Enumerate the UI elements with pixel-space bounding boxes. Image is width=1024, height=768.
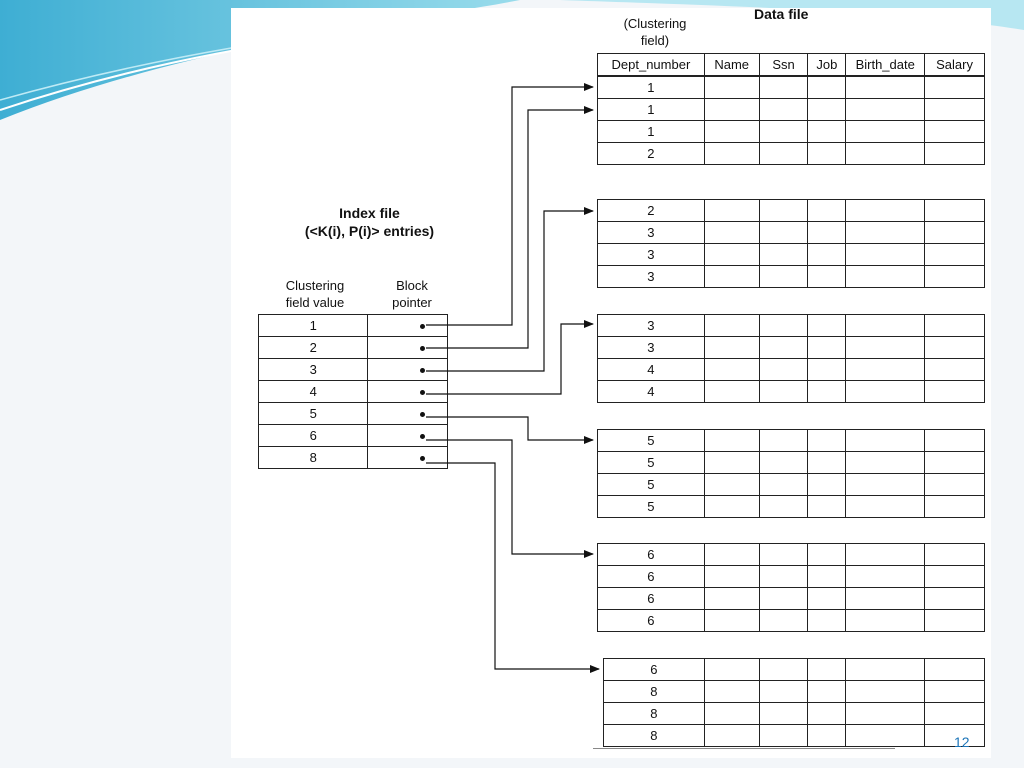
column-header-ssn: Ssn — [759, 54, 808, 76]
index-row — [259, 337, 448, 359]
block-pointer-cell[interactable] — [368, 425, 448, 447]
pointer-dot — [420, 456, 425, 461]
empty-field-cell — [808, 659, 846, 681]
empty-field-cell — [704, 452, 759, 474]
data-record-row — [598, 121, 985, 143]
empty-field-cell — [808, 566, 846, 588]
empty-field-cell — [846, 222, 925, 244]
empty-field-cell — [846, 200, 925, 222]
data-block — [597, 76, 985, 165]
empty-field-cell — [759, 121, 808, 143]
index-ptr-header — [372, 277, 452, 311]
data-record-row — [598, 77, 985, 99]
empty-field-cell — [759, 703, 808, 725]
index-file-subtitle: (<K(i), P(i)> entries) — [304, 223, 435, 239]
data-block — [597, 199, 985, 288]
empty-field-cell — [846, 452, 925, 474]
empty-field-cell — [759, 337, 808, 359]
column-header-job: Job — [808, 54, 846, 76]
data-record-row — [598, 315, 985, 337]
block-pointer-cell[interactable] — [368, 381, 448, 403]
empty-field-cell — [759, 544, 808, 566]
column-header-salary: Salary — [925, 54, 985, 76]
empty-field-cell — [759, 588, 808, 610]
index-row — [259, 359, 448, 381]
data-record-row — [598, 244, 985, 266]
empty-field-cell — [704, 222, 759, 244]
empty-field-cell — [925, 359, 985, 381]
dept-number-cell: 8 — [604, 725, 705, 747]
empty-field-cell — [925, 474, 985, 496]
dept-number-cell: 5 — [598, 452, 705, 474]
dept-number-cell: 6 — [598, 544, 705, 566]
index-file-title-text: Index file — [339, 205, 400, 221]
pointer-dot — [420, 390, 425, 395]
empty-field-cell — [846, 381, 925, 403]
empty-field-cell — [846, 496, 925, 518]
empty-field-cell — [704, 200, 759, 222]
empty-field-cell — [759, 474, 808, 496]
data-record-row — [598, 266, 985, 288]
empty-field-cell — [808, 496, 846, 518]
dept-number-cell: 8 — [604, 703, 705, 725]
empty-field-cell — [846, 474, 925, 496]
dept-number-cell: 4 — [598, 359, 705, 381]
empty-field-cell — [846, 725, 925, 747]
data-file-header — [597, 53, 985, 76]
empty-field-cell — [925, 452, 985, 474]
data-block — [603, 658, 985, 747]
empty-field-cell — [925, 143, 985, 165]
empty-field-cell — [808, 222, 846, 244]
empty-field-cell — [925, 566, 985, 588]
pointer-dot — [420, 324, 425, 329]
empty-field-cell — [925, 99, 985, 121]
dept-number-cell: 2 — [598, 200, 705, 222]
empty-field-cell — [704, 381, 759, 403]
pointer-dot — [420, 412, 425, 417]
empty-field-cell — [759, 266, 808, 288]
clustering-note-line-1: (Clustering — [623, 16, 687, 31]
empty-field-cell — [704, 659, 759, 681]
empty-field-cell — [704, 99, 759, 121]
index-key-cell: 4 — [259, 381, 368, 403]
empty-field-cell — [704, 143, 759, 165]
empty-field-cell — [846, 337, 925, 359]
clustering-note-line-2: field) — [640, 33, 670, 48]
data-block — [597, 543, 985, 632]
data-record-row — [604, 659, 985, 681]
data-record-row — [598, 430, 985, 452]
empty-field-cell — [846, 659, 925, 681]
index-ptr-header-line-1: Block — [396, 278, 428, 293]
empty-field-cell — [808, 452, 846, 474]
empty-field-cell — [808, 381, 846, 403]
slide-number: 12 — [954, 734, 970, 750]
empty-field-cell — [759, 566, 808, 588]
dept-number-cell: 8 — [604, 681, 705, 703]
dept-number-cell: 4 — [598, 381, 705, 403]
empty-field-cell — [759, 430, 808, 452]
empty-field-cell — [925, 266, 985, 288]
index-key-header-line-1: Clustering — [285, 278, 345, 293]
index-table — [258, 314, 448, 469]
empty-field-cell — [759, 681, 808, 703]
column-header-name: Name — [704, 54, 759, 76]
dept-number-cell: 3 — [598, 266, 705, 288]
empty-field-cell — [846, 266, 925, 288]
empty-field-cell — [925, 496, 985, 518]
data-file-title: Data file — [754, 6, 809, 22]
empty-field-cell — [704, 681, 759, 703]
empty-field-cell — [808, 703, 846, 725]
data-record-row — [598, 566, 985, 588]
index-key-cell: 3 — [259, 359, 368, 381]
empty-field-cell — [925, 315, 985, 337]
empty-field-cell — [808, 430, 846, 452]
column-header-birth-date: Birth_date — [846, 54, 925, 76]
empty-field-cell — [759, 244, 808, 266]
data-record-row — [598, 99, 985, 121]
dept-number-cell: 1 — [598, 77, 705, 99]
empty-field-cell — [925, 222, 985, 244]
empty-field-cell — [925, 337, 985, 359]
empty-field-cell — [925, 610, 985, 632]
empty-field-cell — [759, 77, 808, 99]
block-pointer-cell[interactable] — [368, 403, 448, 425]
empty-field-cell — [808, 474, 846, 496]
data-record-row — [598, 496, 985, 518]
index-file-title — [262, 204, 477, 240]
index-ptr-header-line-2: pointer — [392, 295, 432, 310]
empty-field-cell — [704, 496, 759, 518]
empty-field-cell — [808, 610, 846, 632]
empty-field-cell — [759, 200, 808, 222]
index-key-header — [262, 277, 368, 311]
data-header-row — [598, 54, 985, 76]
pointer-dot — [420, 434, 425, 439]
empty-field-cell — [759, 452, 808, 474]
empty-field-cell — [808, 121, 846, 143]
index-row — [259, 315, 448, 337]
index-row — [259, 425, 448, 447]
empty-field-cell — [846, 143, 925, 165]
data-record-row — [598, 337, 985, 359]
empty-field-cell — [759, 315, 808, 337]
empty-field-cell — [808, 99, 846, 121]
empty-field-cell — [846, 681, 925, 703]
dept-number-cell: 6 — [604, 659, 705, 681]
index-key-cell: 5 — [259, 403, 368, 425]
empty-field-cell — [808, 725, 846, 747]
empty-field-cell — [704, 359, 759, 381]
empty-field-cell — [808, 244, 846, 266]
empty-field-cell — [846, 566, 925, 588]
empty-field-cell — [925, 381, 985, 403]
data-record-row — [598, 610, 985, 632]
empty-field-cell — [808, 337, 846, 359]
empty-field-cell — [704, 544, 759, 566]
empty-field-cell — [808, 359, 846, 381]
cropped-block-edge — [593, 748, 895, 757]
index-key-cell: 2 — [259, 337, 368, 359]
data-record-row — [598, 544, 985, 566]
dept-number-cell: 5 — [598, 474, 705, 496]
dept-number-cell: 6 — [598, 588, 705, 610]
empty-field-cell — [704, 610, 759, 632]
data-record-row — [598, 143, 985, 165]
empty-field-cell — [704, 244, 759, 266]
empty-field-cell — [925, 121, 985, 143]
index-key-cell: 8 — [259, 447, 368, 469]
dept-number-cell: 3 — [598, 244, 705, 266]
empty-field-cell — [808, 77, 846, 99]
empty-field-cell — [704, 725, 759, 747]
empty-field-cell — [846, 588, 925, 610]
empty-field-cell — [704, 337, 759, 359]
empty-field-cell — [925, 588, 985, 610]
dept-number-cell: 6 — [598, 610, 705, 632]
dept-number-cell: 3 — [598, 337, 705, 359]
empty-field-cell — [925, 430, 985, 452]
empty-field-cell — [808, 143, 846, 165]
empty-field-cell — [704, 588, 759, 610]
empty-field-cell — [704, 474, 759, 496]
empty-field-cell — [925, 77, 985, 99]
empty-field-cell — [759, 725, 808, 747]
pointer-dot — [420, 368, 425, 373]
empty-field-cell — [846, 610, 925, 632]
empty-field-cell — [759, 222, 808, 244]
empty-field-cell — [759, 359, 808, 381]
column-header-dept-number: Dept_number — [598, 54, 705, 76]
block-pointer-cell[interactable] — [368, 315, 448, 337]
empty-field-cell — [704, 77, 759, 99]
empty-field-cell — [704, 430, 759, 452]
data-record-row — [598, 200, 985, 222]
data-record-row — [598, 222, 985, 244]
empty-field-cell — [704, 266, 759, 288]
empty-field-cell — [808, 266, 846, 288]
empty-field-cell — [846, 77, 925, 99]
block-pointer-cell[interactable] — [368, 359, 448, 381]
dept-number-cell: 1 — [598, 99, 705, 121]
empty-field-cell — [846, 359, 925, 381]
empty-field-cell — [759, 143, 808, 165]
empty-field-cell — [704, 121, 759, 143]
empty-field-cell — [808, 681, 846, 703]
empty-field-cell — [759, 381, 808, 403]
empty-field-cell — [846, 315, 925, 337]
empty-field-cell — [759, 496, 808, 518]
empty-field-cell — [925, 200, 985, 222]
empty-field-cell — [808, 588, 846, 610]
clustering-field-note — [605, 15, 705, 49]
data-record-row — [598, 359, 985, 381]
data-record-row — [604, 725, 985, 747]
pointer-dot — [420, 346, 425, 351]
index-key-header-line-2: field value — [285, 295, 345, 310]
index-key-cell: 1 — [259, 315, 368, 337]
index-row — [259, 381, 448, 403]
empty-field-cell — [759, 610, 808, 632]
data-record-row — [598, 474, 985, 496]
data-record-row — [604, 703, 985, 725]
dept-number-cell: 3 — [598, 222, 705, 244]
block-pointer-cell[interactable] — [368, 337, 448, 359]
empty-field-cell — [846, 544, 925, 566]
empty-field-cell — [846, 703, 925, 725]
empty-field-cell — [925, 544, 985, 566]
dept-number-cell: 3 — [598, 315, 705, 337]
data-record-row — [604, 681, 985, 703]
data-block — [597, 314, 985, 403]
data-record-row — [598, 452, 985, 474]
dept-number-cell: 6 — [598, 566, 705, 588]
empty-field-cell — [846, 99, 925, 121]
empty-field-cell — [808, 315, 846, 337]
index-row — [259, 447, 448, 469]
empty-field-cell — [925, 703, 985, 725]
empty-field-cell — [925, 244, 985, 266]
empty-field-cell — [704, 315, 759, 337]
dept-number-cell: 1 — [598, 121, 705, 143]
empty-field-cell — [846, 430, 925, 452]
empty-field-cell — [704, 566, 759, 588]
dept-number-cell: 5 — [598, 496, 705, 518]
empty-field-cell — [808, 544, 846, 566]
dept-number-cell: 5 — [598, 430, 705, 452]
empty-field-cell — [925, 659, 985, 681]
empty-field-cell — [759, 659, 808, 681]
data-block — [597, 429, 985, 518]
block-pointer-cell[interactable] — [368, 447, 448, 469]
empty-field-cell — [808, 200, 846, 222]
data-record-row — [598, 588, 985, 610]
index-row — [259, 403, 448, 425]
empty-field-cell — [846, 244, 925, 266]
empty-field-cell — [925, 681, 985, 703]
dept-number-cell: 2 — [598, 143, 705, 165]
empty-field-cell — [704, 703, 759, 725]
empty-field-cell — [759, 99, 808, 121]
empty-field-cell — [846, 121, 925, 143]
data-record-row — [598, 381, 985, 403]
index-key-cell: 6 — [259, 425, 368, 447]
